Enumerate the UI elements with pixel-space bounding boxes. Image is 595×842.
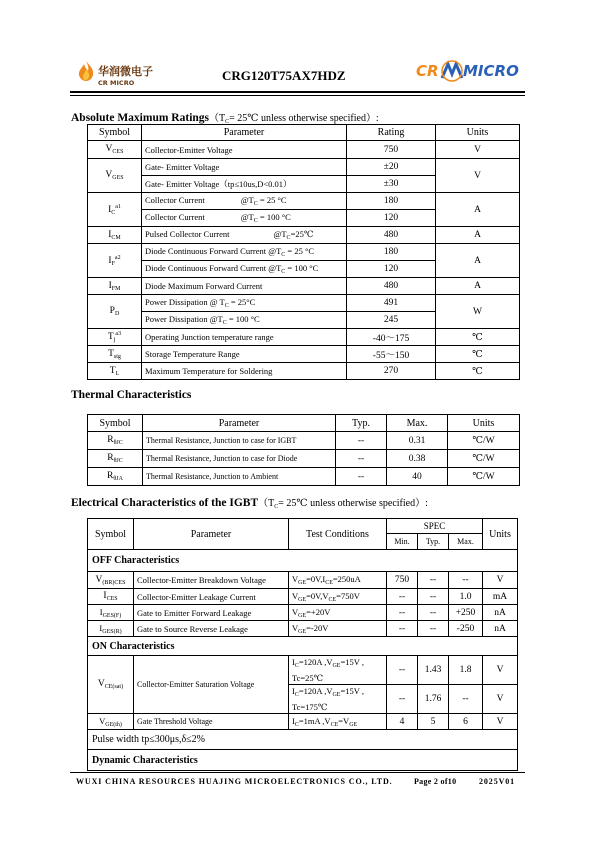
param-if-1: Diode Continuous Forward Current $@T_C = 25$ °C <box>142 244 347 261</box>
thermal-title: Thermal Characteristics <box>71 389 192 401</box>
typ-vgeth: 5 <box>418 714 449 730</box>
param-tstg: Storage Temperature Range <box>142 346 347 363</box>
cond-igesr: $V_{GE}=-20V$ <box>289 621 387 637</box>
max-vcesat-175: -- <box>449 685 483 714</box>
elec-title <box>71 493 428 511</box>
logo-english-text: CR MICRO <box>98 79 135 87</box>
min-vbrces: 750 <box>387 572 418 589</box>
typ-rthja: -- <box>336 468 387 486</box>
unit-ices: mA <box>483 589 518 605</box>
symbol-vbrces: $V_{(BR)CES}$ <box>88 572 134 589</box>
amr-header-parameter: Parameter <box>142 125 347 141</box>
unit-igesr: nA <box>483 621 518 637</box>
unit-pd: W <box>436 295 520 329</box>
param-tl: Maximum Temperature for Soldering <box>142 363 347 380</box>
unit-vcesat-25: V <box>483 656 518 685</box>
header-rule <box>70 91 525 93</box>
unit-tl: ℃ <box>436 363 520 380</box>
unit-rthja: ℃/W <box>448 468 520 486</box>
wave-logo-icon <box>440 60 464 82</box>
typ-igesr: -- <box>418 621 449 637</box>
rating-ic-2: 120 <box>347 210 436 227</box>
elec-header-typ: Typ. <box>418 534 449 550</box>
symbol-vges: $V_{GES}$ <box>88 159 142 193</box>
rating-tstg: -55～150 <box>347 346 436 363</box>
cond-vgeth: $I_C=1mA$ $,V_{CE}=V_{GE}$ <box>289 714 387 730</box>
unit-if: A <box>436 244 520 278</box>
max-vbrces: -- <box>449 572 483 589</box>
unit-ic: A <box>436 193 520 227</box>
rating-icm: 480 <box>347 227 436 244</box>
unit-vcesat-175: V <box>483 685 518 714</box>
on-characteristics-heading: ON Characteristics <box>88 637 518 656</box>
cond-vcesat-25: $I_C=120A$ $,V_{GE}=15V$ , Tc=25℃ <box>289 656 387 685</box>
rating-if-2: 120 <box>347 261 436 278</box>
elec-header-spec: SPEC <box>387 519 483 534</box>
rating-if-1: 180 <box>347 244 436 261</box>
max-vgeth: 6 <box>449 714 483 730</box>
param-igesf: Gate to Emitter Forward Leakage <box>134 605 289 621</box>
typ-igesf: -- <box>418 605 449 621</box>
param-icm: Pulsed Collector Current $@T_C=25℃$ <box>142 227 347 244</box>
symbol-pd: $P_D$ <box>88 295 142 329</box>
symbol-rthjc-igbt: $R_{\theta JC}$ <box>88 432 143 450</box>
param-pd-1: Power Dissipation @ $T_C = 25^\circ C$ <box>142 295 347 312</box>
footer-rule <box>70 772 525 773</box>
symbol-tstg: $T_{stg}$ <box>88 346 142 363</box>
symbol-rthjc-diode: $R_{\theta JC}$ <box>88 450 143 468</box>
param-ic-1: Collector Current $@T_C = 25$ °C <box>142 193 347 210</box>
symbol-vcesat: $V_{CE(sat)}$ <box>88 656 134 714</box>
elec-header-units: Units <box>483 519 518 550</box>
typ-vcesat-175: 1.76 <box>418 685 449 714</box>
rating-vges-1: ±20 <box>347 159 436 176</box>
max-rthja: 40 <box>387 468 448 486</box>
unit-vges: V <box>436 159 520 193</box>
typ-ices: -- <box>418 589 449 605</box>
max-vcesat-25: 1.8 <box>449 656 483 685</box>
rating-vges-2: ±30 <box>347 176 436 193</box>
param-vces: Collector-Emitter Voltage <box>142 141 347 159</box>
logo-cr-text: CR <box>416 62 439 80</box>
symbol-igesr: $I_{GES(R)}$ <box>88 621 134 637</box>
param-vges-1: Gate- Emitter Voltage <box>142 159 347 176</box>
unit-tj: ℃ <box>436 329 520 346</box>
cond-ices: $V_{GE}=0V,V_{CE}=750V$ <box>289 589 387 605</box>
symbol-igesf: $I_{GES(F)}$ <box>88 605 134 621</box>
param-vgeth: Gate Threshold Voltage <box>134 714 289 730</box>
param-rthjc-igbt: Thermal Resistance, Junction to case for IGBT <box>143 432 336 450</box>
dynamic-characteristics-heading: Dynamic Characteristics <box>88 750 518 771</box>
unit-ifm: A <box>436 278 520 295</box>
elec-header-min: Min. <box>387 534 418 550</box>
elec-condition: （$T_C=$ 25℃ unless otherwise specified）: <box>258 498 428 510</box>
max-rthjc-igbt: 0.31 <box>387 432 448 450</box>
header-rule-thin <box>70 95 525 96</box>
elec-header-test: Test Conditions <box>289 519 387 550</box>
footer-company: WUXI CHINA RESOURCES HUAJING MICROELECTRONICS CO., LTD. <box>76 777 393 786</box>
amr-condition: （$T_C=$ 25℃ unless otherwise specified）: <box>209 113 379 125</box>
param-vbrces: Collector-Emitter Breakdown Voltage <box>134 572 289 589</box>
symbol-ifm: $I_{FM}$ <box>88 278 142 295</box>
param-vges-2: Gate- Emitter Voltage（tp≤10us,D<0.01） <box>142 176 347 193</box>
footer-revision: 2025V01 <box>479 777 516 786</box>
symbol-ices: $I_{CES}$ <box>88 589 134 605</box>
typ-vcesat-25: 1.43 <box>418 656 449 685</box>
symbol-tj: $T_j^{a3}$ <box>88 329 142 346</box>
footer <box>76 777 520 789</box>
typ-rthjc-igbt: -- <box>336 432 387 450</box>
thermal-header-symbol: Symbol <box>88 415 143 432</box>
amr-header-symbol: Symbol <box>88 125 142 141</box>
footer-page: Page 2 of10 <box>414 777 457 786</box>
off-characteristics-heading: OFF Characteristics <box>88 550 518 572</box>
max-igesf: +250 <box>449 605 483 621</box>
param-vcesat: Collector-Emitter Saturation Voltage <box>134 656 289 714</box>
company-logo-left <box>76 58 166 90</box>
amr-table <box>87 124 520 380</box>
elec-table <box>87 518 518 771</box>
elec-heading: Electrical Characteristics of the IGBT <box>71 497 259 509</box>
company-logo-right <box>416 60 519 84</box>
cond-igesf: $V_{GE}=+20V$ <box>289 605 387 621</box>
amr-header-rating: Rating <box>347 125 436 141</box>
cond-vcesat-175: $I_C=120A$ $,V_{GE}=15V$ , Tc=175℃ <box>289 685 387 714</box>
thermal-header-typ: Typ. <box>336 415 387 432</box>
logo-micro-text: MICRO <box>463 62 519 80</box>
param-if-2: Diode Continuous Forward Current $@T_C = 100$ °C <box>142 261 347 278</box>
rating-ic-1: 180 <box>347 193 436 210</box>
unit-vces: V <box>436 141 520 159</box>
elec-header-symbol: Symbol <box>88 519 134 550</box>
unit-rthjc-igbt: ℃/W <box>448 432 520 450</box>
unit-icm: A <box>436 227 520 244</box>
param-pd-2: Power Dissipation $@T_C = 100$ °C <box>142 312 347 329</box>
rating-vces: 750 <box>347 141 436 159</box>
typ-rthjc-diode: -- <box>336 450 387 468</box>
rating-tj: -40～175 <box>347 329 436 346</box>
thermal-header-parameter: Parameter <box>143 415 336 432</box>
symbol-icm: $I_{CM}$ <box>88 227 142 244</box>
rating-ifm: 480 <box>347 278 436 295</box>
param-ices: Collector-Emitter Leakage Current <box>134 589 289 605</box>
max-igesr: -250 <box>449 621 483 637</box>
unit-rthjc-diode: ℃/W <box>448 450 520 468</box>
elec-header-max: Max. <box>449 534 483 550</box>
symbol-rthja: $R_{\theta JA}$ <box>88 468 143 486</box>
cond-vbrces: $V_{GE}=0V,I_{CE}=250uA$ <box>289 572 387 589</box>
min-vcesat-175: -- <box>387 685 418 714</box>
symbol-if: $I_F^{a2}$ <box>88 244 142 278</box>
thermal-header-max: Max. <box>387 415 448 432</box>
flame-logo-icon <box>76 60 96 82</box>
max-ices: 1.0 <box>449 589 483 605</box>
rating-pd-1: 491 <box>347 295 436 312</box>
elec-header-parameter: Parameter <box>134 519 289 550</box>
unit-vbrces: V <box>483 572 518 589</box>
amr-heading: Absolute Maximum Ratings <box>71 112 210 124</box>
unit-tstg: ℃ <box>436 346 520 363</box>
pulse-width-note: Pulse width tp≤300μs,δ≤2% <box>88 730 518 750</box>
min-ices: -- <box>387 589 418 605</box>
amr-header-units: Units <box>436 125 520 141</box>
part-number-title: CRG120T75AX7HDZ <box>222 68 346 83</box>
param-ifm: Diode Maximum Forward Current <box>142 278 347 295</box>
rating-tl: 270 <box>347 363 436 380</box>
min-vcesat-25: -- <box>387 656 418 685</box>
param-tj: Operating Junction temperature range <box>142 329 347 346</box>
symbol-vces: $V_{CES}$ <box>88 141 142 159</box>
param-rthjc-diode: Thermal Resistance, Junction to case for Diode <box>143 450 336 468</box>
symbol-ic: $I_C^{a1}$ <box>88 193 142 227</box>
symbol-vgeth: $V_{GE(th)}$ <box>88 714 134 730</box>
unit-igesf: nA <box>483 605 518 621</box>
unit-vgeth: V <box>483 714 518 730</box>
param-ic-2: Collector Current $@T_C = 100$ °C <box>142 210 347 227</box>
logo-chinese-text: 华润微电子 <box>98 65 153 78</box>
thermal-header-units: Units <box>448 415 520 432</box>
min-igesf: -- <box>387 605 418 621</box>
param-igesr: Gate to Source Reverse Leakage <box>134 621 289 637</box>
max-rthjc-diode: 0.38 <box>387 450 448 468</box>
min-vgeth: 4 <box>387 714 418 730</box>
symbol-tl: $T_L$ <box>88 363 142 380</box>
rating-pd-2: 245 <box>347 312 436 329</box>
typ-vbrces: -- <box>418 572 449 589</box>
param-rthja: Thermal Resistance, Junction to Ambient <box>143 468 336 486</box>
thermal-table <box>87 414 520 486</box>
min-igesr: -- <box>387 621 418 637</box>
